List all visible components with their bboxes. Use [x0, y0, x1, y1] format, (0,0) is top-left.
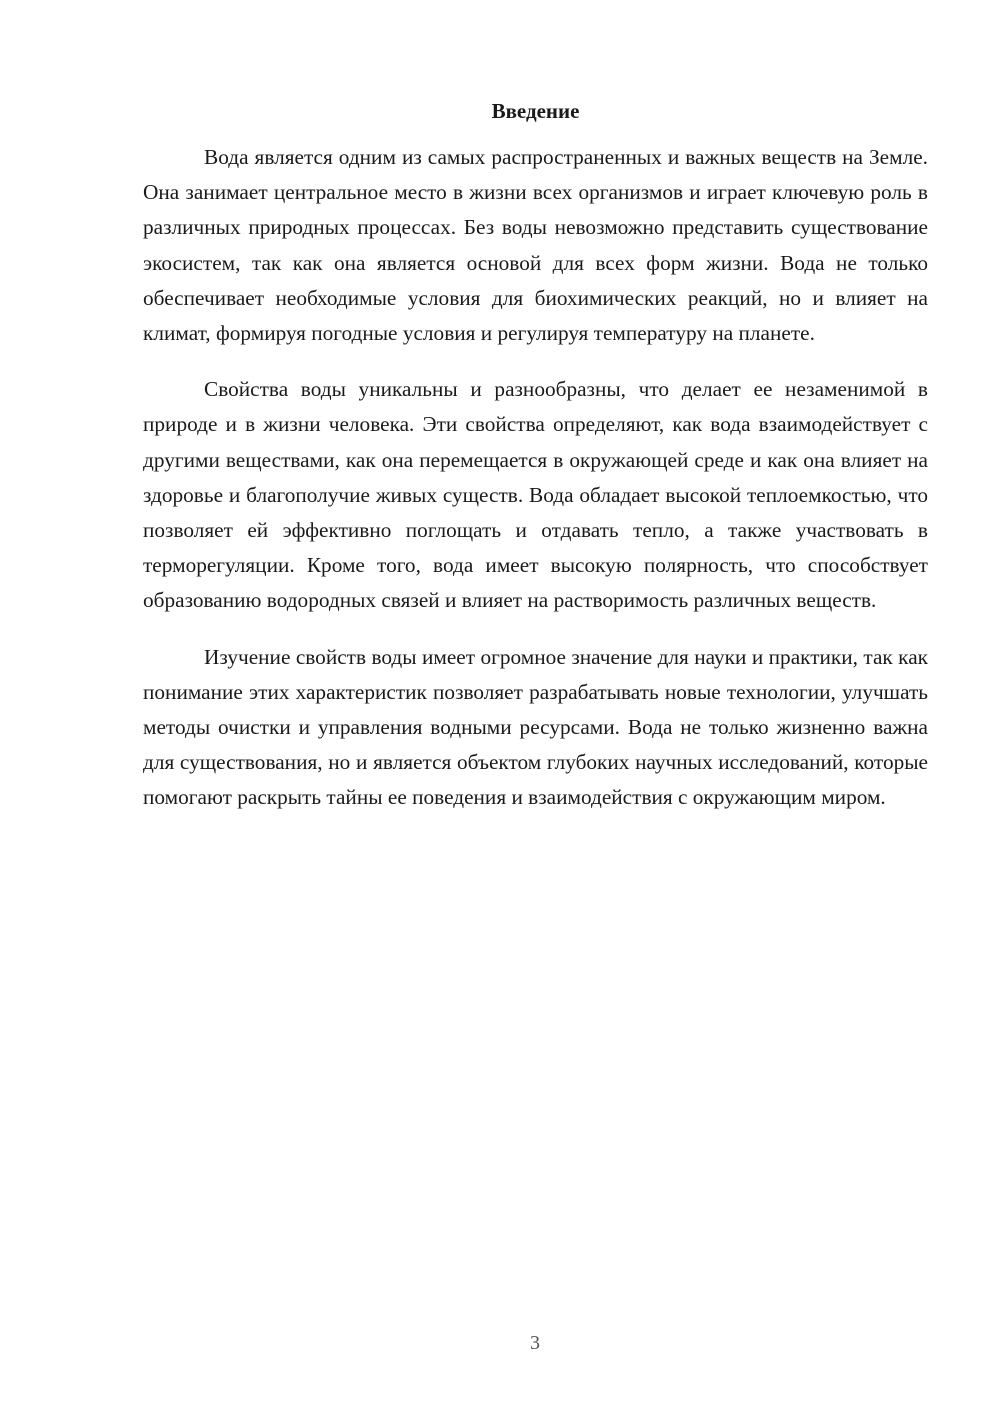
page-number: 3 [530, 1332, 540, 1354]
page-content [143, 96, 928, 837]
paragraph-3: Изучение свойств воды имеет огромное значение для науки и практики, так как понимание этих характеристик позволяет разрабатывать новые технологии, улучшать методы очистки и управления водными ресурсами. Вода не только жизненно важна для существования, но и является объектом глубоких научных исследований, которые помогают раскрыть тайны ее поведения и взаимодействия с окружающим миром. [143, 644, 928, 810]
paragraph-2: Свойства воды уникальны и разнообразны, что делает ее незаменимой в природе и в жизни человека. Эти свойства определяют, как вода взаимодействует с другими веществами, как она перемещается в окружающей среде и как она влияет на здоровье и благополучие живых существ. Вода обладает высокой теплоемкостью, что позволяет ей эффективно поглощать и отдавать тепло, а также участвовать в терморегуляции. Кроме того, вода имеет высокую полярность, что способствует образованию водородных связей и влияет на растворимость различных веществ. [143, 377, 928, 613]
paragraph-1: Вода является одним из самых распространенных и важных веществ на Земле. Она занимает центральное место в жизни всех организмов и играет ключевую роль в различных природных процессах. Без воды невозможно представить существование экосистем, так как она является основой для всех форм жизни. Вода не только обеспечивает необходимые условия для биохимических реакций, но и влияет на климат, формируя погодные условия и регулируя температуру на планете. [143, 145, 928, 346]
section-title: Введение [491, 99, 580, 123]
